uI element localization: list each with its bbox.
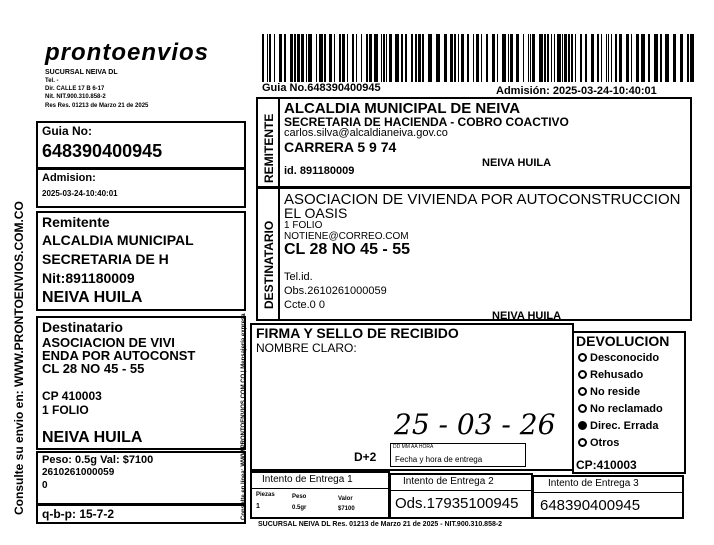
branch-name: SUCURSAL NEIVA DL — [45, 69, 118, 76]
barcode-bar — [615, 34, 617, 82]
intento-2-divider — [391, 490, 531, 491]
dest-folio: 1 FOLIO — [284, 220, 323, 231]
date-small-header: DD MM AA HORA — [393, 444, 434, 450]
logo: prontoenvios — [45, 39, 210, 66]
barcode-bar — [492, 34, 495, 82]
barcode-bar — [324, 34, 326, 82]
devolucion-option-label: No reside — [590, 386, 641, 398]
left-dest-line1: ASOCIACION DE VIVI — [42, 335, 175, 350]
left-dest-address: CL 28 NO 45 - 55 — [42, 361, 145, 376]
barcode-bar — [497, 34, 498, 82]
barcode-bar — [557, 34, 561, 82]
barcode-bar — [473, 34, 474, 82]
barcode-bar — [356, 34, 357, 82]
date-field — [390, 443, 526, 467]
left-dest-city: NEIVA HUILA — [42, 429, 143, 446]
devolucion-option[interactable] — [578, 369, 686, 386]
left-guide-box — [36, 121, 246, 169]
firma-box — [250, 323, 574, 471]
barcode-bar — [551, 34, 552, 82]
barcode-bar — [269, 34, 271, 82]
left-footer-code: q-b-p: 15-7-2 — [42, 507, 114, 521]
barcode-bar — [530, 34, 531, 82]
barcode-bar — [415, 34, 417, 82]
left-footer-box — [36, 504, 246, 524]
barcode-bar — [654, 34, 658, 82]
barcode-bar — [342, 34, 345, 82]
barcode-bar — [510, 34, 513, 82]
barcode-bar — [508, 34, 509, 82]
dest-city: NEIVA HUILA — [492, 310, 562, 322]
intento-3-label: Intento de Entrega 3 — [548, 478, 639, 489]
sender-address: CARRERA 5 9 74 — [284, 139, 397, 155]
barcode-bar — [374, 34, 378, 82]
dest-name-2: EL OASIS — [284, 205, 348, 221]
barcode-bar — [306, 34, 307, 82]
barcode-bar — [481, 34, 482, 82]
barcode-bar — [554, 34, 555, 82]
left-weight-box — [36, 451, 246, 505]
barcode-bar — [386, 34, 387, 82]
intento-3-box — [532, 475, 684, 519]
barcode-bar — [297, 34, 300, 82]
intento-1-box — [250, 471, 390, 519]
barcode-bar — [274, 34, 275, 82]
barcode-bar — [422, 34, 424, 82]
dest-cote: Ccte.0 0 — [284, 299, 325, 311]
barcode-bar — [339, 34, 341, 82]
barcode-bar — [606, 34, 607, 82]
radio-icon[interactable] — [578, 404, 587, 413]
barcode-bar — [690, 34, 694, 82]
peso-label: Peso — [292, 494, 307, 500]
devolucion-option[interactable] — [578, 403, 686, 420]
devolucion-options — [578, 352, 686, 454]
barcode-bar — [467, 34, 469, 82]
left-sender-line1: ALCALDIA MUNICIPAL — [42, 232, 194, 248]
devolucion-option[interactable] — [578, 437, 686, 454]
devolucion-option-label: Otros — [590, 437, 620, 449]
barcode-bar — [523, 34, 524, 82]
barcode-bar — [575, 34, 576, 82]
sender-name: ALCALDIA MUNICIPAL DE NEIVA — [284, 100, 521, 117]
barcode-bar — [418, 34, 421, 82]
barcode-bar — [631, 34, 632, 82]
barcode-bar — [532, 34, 535, 82]
radio-icon[interactable] — [578, 370, 587, 379]
devolucion-box — [572, 331, 686, 474]
left-sender-box — [36, 211, 246, 311]
left-sender-line2: SECRETARIA DE H — [42, 251, 169, 267]
left-guide-label: Guia No: — [42, 124, 92, 138]
left-sender-city: NEIVA HUILA — [42, 289, 143, 306]
devolucion-option-label: No reclamado — [590, 403, 663, 415]
barcode-bar — [366, 34, 368, 82]
destinatario-label: DESTINATARIO — [262, 220, 276, 309]
barcode-bar — [601, 34, 602, 82]
left-admission-label: Admision: — [42, 172, 96, 184]
left-sender-nit: Nit:891180009 — [42, 270, 135, 286]
handwritten-date: 25 - 03 - 26 — [394, 408, 556, 441]
barcode-bar — [461, 34, 464, 82]
radio-icon[interactable] — [578, 438, 587, 447]
barcode-bar — [352, 34, 354, 82]
barcode-bar — [680, 34, 683, 82]
barcode-bar — [301, 34, 304, 82]
devolucion-option[interactable] — [578, 420, 686, 437]
devolucion-option-label: Rehusado — [590, 369, 644, 381]
barcode-bar — [568, 34, 570, 82]
intento-1-label: Intento de Entrega 1 — [262, 474, 353, 485]
barcode-bar — [444, 34, 447, 82]
branch-resolution: Res Res. 01213 de Marzo 21 de 2025 — [45, 103, 149, 109]
left-dest-box — [36, 316, 246, 450]
left-side-text: Consulte su envio en: WWW.PRONTOENVIOS.COM.CO — [12, 201, 26, 515]
dest-name-1: ASOCIACION DE VIVIENDA POR AUTOCONSTRUCCION — [284, 191, 681, 208]
left-dest-line2: ENDA POR AUTOCONST — [42, 348, 196, 363]
barcode-bar — [369, 34, 372, 82]
left-weight: Peso: 0.5g Val: $7100 — [42, 454, 154, 466]
barcode-bar — [539, 34, 543, 82]
barcode-bar — [279, 34, 282, 82]
barcode-bar — [401, 34, 403, 82]
barcode-bar — [436, 34, 440, 82]
barcode-bar — [319, 34, 323, 82]
nombre-claro: NOMBRE CLARO: — [256, 341, 357, 355]
barcode-bar — [665, 34, 669, 82]
barcode-bar — [405, 34, 407, 82]
dest-email: NOTIENE@CORREO.COM — [284, 231, 409, 242]
footer-text: SUCURSAL NEIVA DL Res. 01213 de Marzo 21 de 2025 - NIT.900.310.858-2 — [258, 521, 503, 528]
branch-nit: Nit. NIT.900.310.858-2 — [45, 94, 106, 100]
remitente-box — [256, 97, 692, 188]
left-admission-box — [36, 168, 246, 208]
barcode-bar — [641, 34, 645, 82]
intento-3-divider — [534, 492, 682, 493]
d2-label: D+2 — [354, 450, 377, 464]
radio-icon[interactable] — [578, 387, 587, 396]
barcode-bar — [267, 34, 268, 82]
left-dest-folio: 1 FOLIO — [42, 403, 89, 417]
barcode-bar — [547, 34, 549, 82]
barcode-bar — [347, 34, 348, 82]
barcode-bar — [381, 34, 382, 82]
guide-top: Guia No.648390400945 — [262, 82, 381, 94]
branch-tel: Tel. - — [45, 78, 59, 84]
barcode-bar — [329, 34, 332, 82]
barcode-bar — [284, 34, 286, 82]
barcode-bar — [544, 34, 546, 82]
barcode-bar — [660, 34, 662, 82]
barcode-bar — [334, 34, 335, 82]
left-zero: 0 — [42, 480, 48, 491]
peso-value: 0.5gr — [292, 505, 307, 511]
dest-obs: Obs.2610261000059 — [284, 285, 387, 297]
valor-label: Valor — [338, 496, 353, 502]
barcode-bar — [626, 34, 629, 82]
intento-2-label: Intento de Entrega 2 — [403, 476, 494, 487]
barcode-bar — [619, 34, 622, 82]
barcode-bar — [516, 34, 519, 82]
barcode-bar — [591, 34, 594, 82]
barcode-bar — [411, 34, 413, 82]
devolucion-option-label: Desconocido — [590, 352, 660, 364]
barcode-bar — [571, 34, 573, 82]
barcode-bar — [395, 34, 399, 82]
barcode-bar — [636, 34, 639, 82]
intento-1-divider — [252, 488, 388, 489]
destinatario-divider — [278, 189, 280, 319]
sender-dept: SECRETARIA DE HACIENDA - COBRO COACTIVO — [284, 115, 569, 129]
barcode-bar — [611, 34, 612, 82]
barcode-bar — [454, 34, 456, 82]
barcode-bar — [486, 34, 488, 82]
remitente-label: REMITENTE — [262, 113, 276, 183]
barcode-bar — [290, 34, 293, 82]
left-dest-label: Destinatario — [42, 319, 123, 335]
barcode-bar — [673, 34, 676, 82]
ods-number: Ods.17935100945 — [395, 495, 519, 512]
barcode-bar — [294, 34, 296, 82]
barcode-bar — [564, 34, 567, 82]
mensajeria-side-text: Consulte en línea: WWW.PRONTOENVIOS.COM.CO | Mensajería expresa — [241, 313, 247, 520]
barcode-bar — [597, 34, 599, 82]
barcode-bar — [262, 34, 264, 82]
piezas-value: 1 — [256, 503, 260, 510]
barcode-bar — [687, 34, 689, 82]
barcode-bar — [648, 34, 650, 82]
barcode-bar — [562, 34, 563, 82]
left-code: 2610261000059 — [42, 467, 115, 478]
barcode-bar — [316, 34, 317, 82]
left-dest-cp: CP 410003 — [42, 389, 102, 403]
barcode-bar — [308, 34, 312, 82]
barcode-bar — [450, 34, 453, 82]
barcode-bar — [383, 34, 385, 82]
barcode-bar — [528, 34, 529, 82]
barcode-bar — [502, 34, 506, 82]
radio-icon[interactable] — [578, 421, 587, 430]
barcode-bar — [580, 34, 582, 82]
firma-title: FIRMA Y SELLO DE RECIBIDO — [256, 325, 459, 341]
guide-bottom: 648390400945 — [540, 497, 641, 514]
radio-icon[interactable] — [578, 353, 587, 362]
valor-value: $7100 — [338, 506, 355, 512]
sender-id: id. 891180009 — [284, 165, 355, 177]
admission-top: Admisión: 2025-03-24-10:40:01 — [496, 85, 657, 97]
branch-address: Dir. CALLE 17 B 6-17 — [45, 86, 105, 92]
dest-tel: Tel.id. — [284, 271, 313, 283]
piezas-label: Piezas — [256, 492, 275, 498]
barcode — [262, 34, 698, 84]
devolucion-title: DEVOLUCION — [576, 333, 670, 349]
intento-2-box — [389, 473, 533, 519]
barcode-bar — [389, 34, 392, 82]
barcode-bar — [608, 34, 609, 82]
remitente-divider — [278, 99, 280, 186]
barcode-bar — [361, 34, 362, 82]
left-admission-value: 2025-03-24-10:40:01 — [42, 189, 118, 198]
devolucion-option[interactable] — [578, 386, 686, 403]
devolucion-cp: CP:410003 — [576, 458, 637, 472]
barcode-bar — [458, 34, 459, 82]
left-guide-number: 648390400945 — [42, 141, 163, 161]
dest-address: CL 28 NO 45 - 55 — [284, 241, 410, 258]
barcode-bar — [476, 34, 479, 82]
barcode-bar — [585, 34, 587, 82]
barcode-bar — [428, 34, 432, 82]
sender-city: NEIVA HUILA — [482, 157, 552, 169]
destinatario-box — [256, 187, 692, 321]
devolucion-option-label: Direc. Errada — [590, 420, 659, 432]
sender-email: carlos.silva@alcaldianeiva.gov.co — [284, 127, 448, 139]
left-sender-label: Remitente — [42, 214, 110, 230]
devolucion-option[interactable] — [578, 352, 686, 369]
date-hint: Fecha y hora de entrega — [395, 455, 483, 464]
